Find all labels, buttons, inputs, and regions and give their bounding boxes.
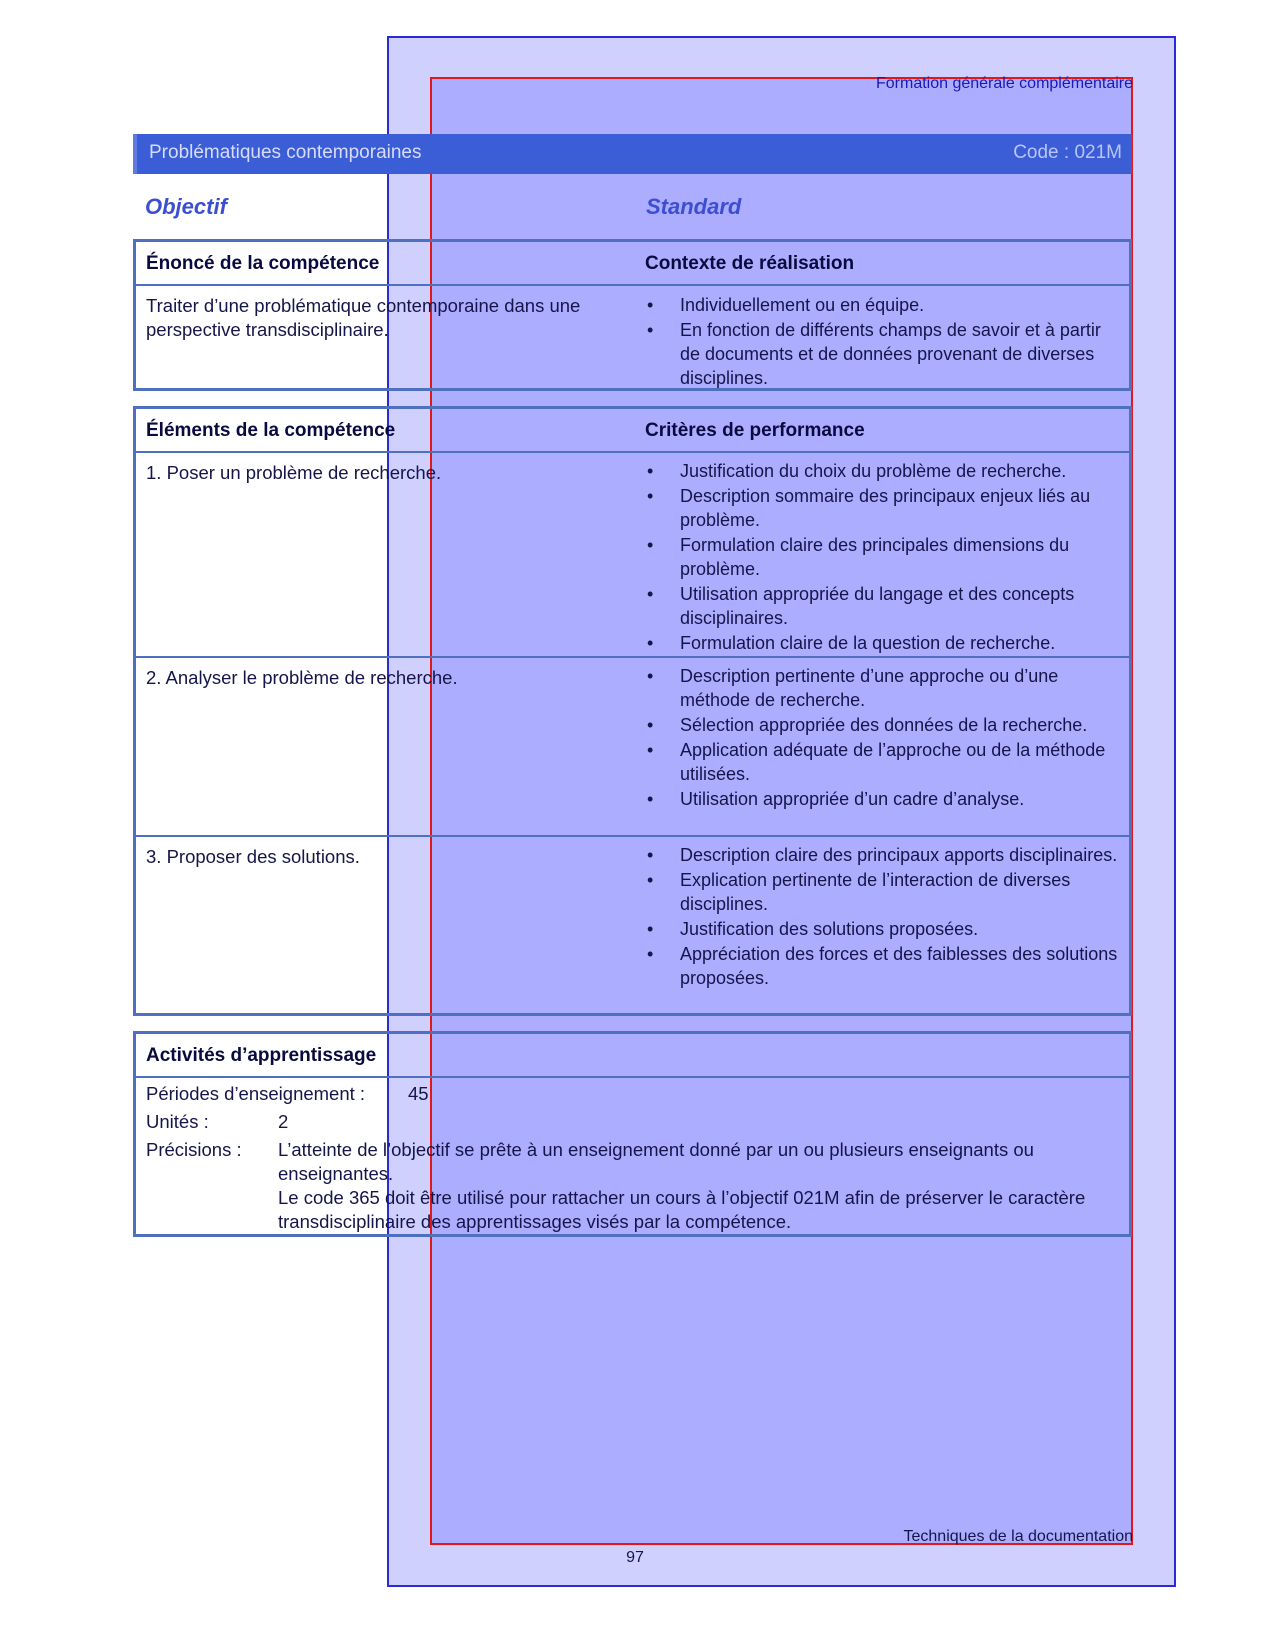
bullet-icon: • xyxy=(647,919,654,939)
box-divider xyxy=(136,284,1129,286)
periods-value: 45 xyxy=(408,1083,429,1104)
bullet-icon: • xyxy=(647,666,654,686)
criterion-item: • Description pertinente d’une approche ou d’une méthode de recherche. xyxy=(647,666,1059,710)
criterion-item: • Sélection appropriée des données de la recherche. xyxy=(647,715,1088,735)
course-title: Problématiques contemporaines xyxy=(149,142,422,163)
bullet-icon: • xyxy=(647,789,654,809)
criterion-item: • Explication pertinente de l’interaction de diverses disciplines. xyxy=(647,870,1071,914)
bullet-icon: • xyxy=(647,535,654,555)
precisions-label: Précisions : xyxy=(146,1139,242,1160)
row-divider xyxy=(136,656,1129,658)
objectif-heading: Objectif xyxy=(145,194,227,219)
units-label: Unités : xyxy=(146,1111,209,1132)
context-item: • Individuellement ou en équipe. xyxy=(647,295,925,315)
box-divider xyxy=(136,451,1129,453)
bullet-icon: • xyxy=(647,944,654,964)
context-item: • En fonction de différents champs de savoir et à partir de documents et de données provenant de diverses disciplines. xyxy=(647,320,1101,388)
bullet-icon: • xyxy=(647,461,654,481)
competence-statement-box xyxy=(133,239,1132,391)
criteria-list-1 xyxy=(645,459,1125,656)
title-bar xyxy=(133,134,1132,174)
box-divider xyxy=(136,1076,1129,1078)
precisions-text-1: L’atteinte de l’objectif se prête à un enseignement donné par un ou plusieurs enseignants ou enseignantes. xyxy=(278,1139,1034,1184)
criteria-list-2 xyxy=(645,664,1125,812)
activities-heading: Activités d’apprentissage xyxy=(146,1045,377,1066)
bullet-icon: • xyxy=(647,715,654,735)
bullet-icon: • xyxy=(647,584,654,604)
context-list xyxy=(645,293,1125,391)
course-code: Code : 021M xyxy=(1013,142,1122,163)
criterion-item: • Application adéquate de l’approche ou de la méthode utilisées. xyxy=(647,740,1106,784)
criteria-list-3 xyxy=(645,843,1125,991)
criterion-item: • Description sommaire des principaux enjeux liés au problème. xyxy=(647,486,1091,530)
standard-heading: Standard xyxy=(646,194,742,219)
units-value: 2 xyxy=(278,1111,289,1132)
criterion-item: • Appréciation des forces et des faiblesses des solutions proposées. xyxy=(647,944,1118,988)
footer-program: Techniques de la documentation xyxy=(903,1528,1133,1545)
bullet-icon: • xyxy=(647,740,654,760)
running-head: Formation générale complémentaire xyxy=(875,75,1133,92)
criterion-item: • Formulation claire des principales dimensions du problème. xyxy=(647,535,1070,579)
elements-heading: Éléments de la compétence xyxy=(146,420,396,441)
learning-activities-box xyxy=(133,1031,1132,1237)
periods-label: Périodes d’enseignement : xyxy=(146,1083,366,1104)
bullet-icon: • xyxy=(647,320,654,340)
bullet-icon: • xyxy=(647,486,654,506)
criterion-item: • Justification des solutions proposées. xyxy=(647,919,979,939)
bullet-icon: • xyxy=(647,295,654,315)
criterion-item: • Utilisation appropriée du langage et des concepts disciplinaires. xyxy=(647,584,1075,628)
criterion-item: • Utilisation appropriée d’un cadre d’analyse. xyxy=(647,789,1025,809)
contexte-heading: Contexte de réalisation xyxy=(645,253,855,274)
criterion-item: • Formulation claire de la question de recherche. xyxy=(647,633,1056,653)
competence-statement: Traiter d’une problématique contemporaine dans une perspective transdisciplinaire. xyxy=(146,295,581,340)
criterion-item: • Description claire des principaux apports disciplinaires. xyxy=(647,845,1118,865)
precisions-text-2: Le code 365 doit être utilisé pour rattacher un cours à l’objectif 021M afin de préserver le caractère transdisciplinaire des apprentissages visés par la compétence. xyxy=(278,1187,1086,1232)
criterion-item: • Justification du choix du problème de recherche. xyxy=(647,461,1067,481)
element-2-label: 2. Analyser le problème de recherche. xyxy=(146,667,458,688)
row-divider xyxy=(136,835,1129,837)
competence-elements-box xyxy=(133,406,1132,1016)
bullet-icon: • xyxy=(647,845,654,865)
bullet-icon: • xyxy=(647,633,654,653)
criteres-heading: Critères de performance xyxy=(645,420,865,441)
element-1-label: 1. Poser un problème de recherche. xyxy=(146,462,442,483)
element-3-label: 3. Proposer des solutions. xyxy=(146,846,360,867)
bullet-icon: • xyxy=(647,870,654,890)
page-number: 97 xyxy=(626,1549,644,1566)
enonce-heading: Énoncé de la compétence xyxy=(146,253,380,274)
